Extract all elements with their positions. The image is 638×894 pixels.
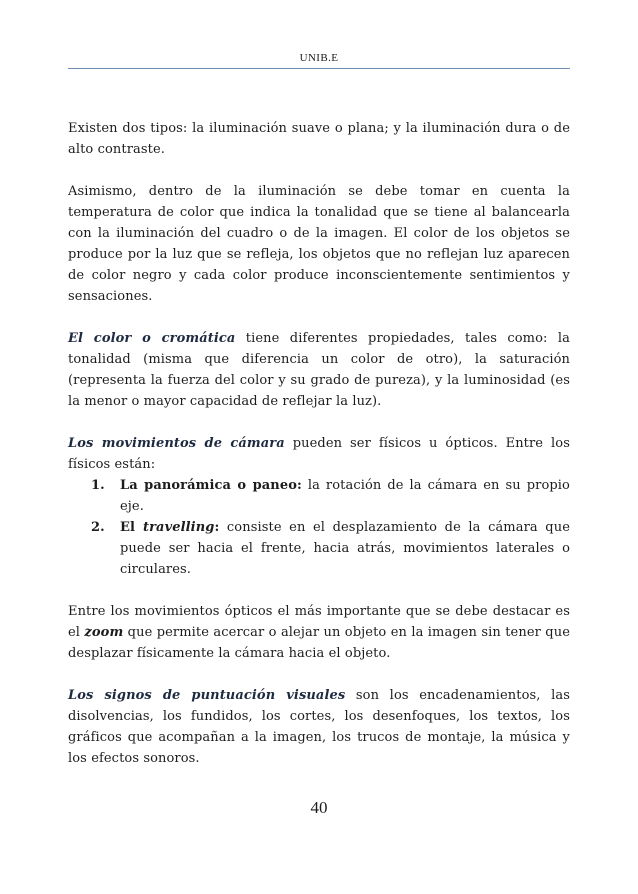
term-visual-punctuation: Los signos de puntuación visuales [68, 688, 346, 703]
list-item-text: consiste en el desplazamiento de la cámara que puede ser hacia el frente, hacia atrás, movimientos laterales o circulares. [120, 520, 570, 577]
paragraph-camera-movements [68, 433, 570, 475]
body-text [68, 118, 570, 790]
paragraph-text: son los encadenamientos, las disolvencias, los fundidos, los cortes, los desenfoques, los textos, los gráficos que acompañan a la imagen, los trucos de montaje, la música y los efectos sonoros. [68, 688, 570, 766]
list-number: 1. [91, 478, 105, 493]
paragraph-visual-punctuation [68, 685, 570, 769]
term-color: El color o cromática [68, 331, 236, 346]
running-header: UNIB.E [299, 52, 339, 64]
paragraph-text: pueden ser físicos u ópticos. Entre los físicos están: [68, 436, 570, 472]
list-item-title: El [120, 520, 143, 535]
list-item-text: la rotación de la cámara en su propio eje. [120, 478, 570, 514]
paragraph-zoom [68, 601, 570, 664]
list-item-colon: : [214, 520, 220, 535]
paragraph-text: que permite acercar o alejar un objeto en la imagen sin tener que desplazar físicamente la cámara hacia el objeto. [68, 625, 570, 661]
paragraph-text: Entre los movimientos ópticos el más importante que se debe destacar es el [68, 604, 570, 640]
paragraph-lighting-types: Existen dos tipos: la iluminación suave o plana; y la iluminación dura o de alto contraste. [68, 121, 570, 157]
list-item-term: travelling [143, 520, 215, 535]
paragraph-color-temperature: Asimismo, dentro de la iluminación se debe tomar en cuenta la temperatura de color que indica la tonalidad que se tiene al balancearla con la iluminación del cuadro o de la imagen. El color de los objetos se produce por la luz que se refleja, los objetos que no reflejan luz aparecen de color negro y cada color produce inconscientemente sentimientos y sensaciones. [68, 184, 570, 304]
list-item [91, 517, 570, 580]
list-number: 2. [91, 520, 105, 535]
header-divider [68, 68, 570, 69]
physical-movements-list [68, 475, 570, 580]
list-item [91, 475, 570, 517]
page-number: 40 [310, 798, 328, 817]
term-zoom: zoom [84, 625, 124, 640]
paragraph-color-properties [68, 328, 570, 412]
list-item-title: La panorámica o paneo: [120, 478, 302, 493]
paragraph-text: tiene diferentes propiedades, tales como: la tonalidad (misma que diferencia un color de otro), la saturación (representa la fuerza del color y su grado de pureza), y la luminosidad (es la menor o mayor capacidad de reflejar la luz). [68, 331, 570, 409]
term-camera-movements: Los movimientos de cámara [68, 436, 285, 451]
